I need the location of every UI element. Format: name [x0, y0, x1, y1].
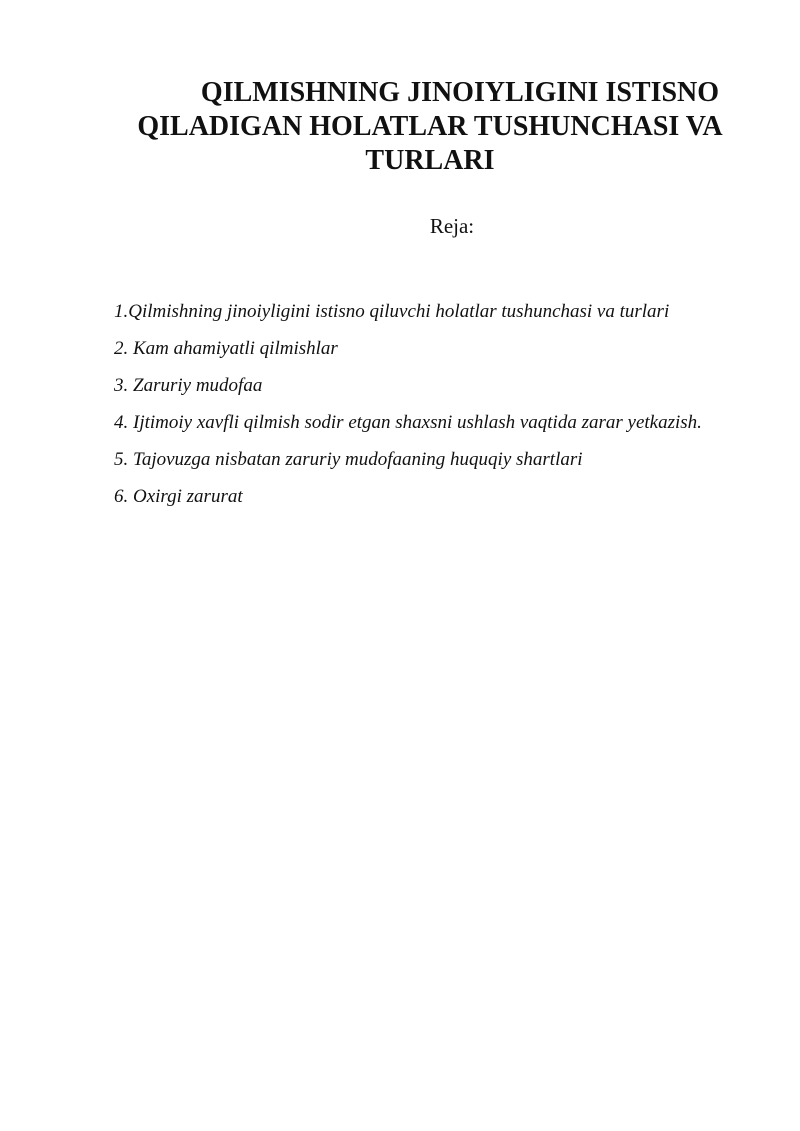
title-line-3: TURLARI [365, 145, 495, 176]
title-line-2: QILADIGAN HOLATLAR TUSHUNCHASI VA [137, 111, 723, 142]
title-line-1: QILMISHNING JINOIYLIGINI ISTISNO [200, 77, 720, 108]
plan-item-5: 5. Tajovuzga nisbatan zaruriy mudofaaning huquqiy shartlari [114, 449, 583, 470]
plan-heading: Reja: [429, 214, 475, 238]
plan-item-4: 4. Ijtimoiy xavfli qilmish sodir etgan shaxsni ushlash vaqtida zarar yetkazish. [114, 412, 702, 433]
plan-item-3: 3. Zaruriy mudofaa [114, 375, 263, 396]
document-title [112, 76, 748, 178]
plan-list [114, 293, 742, 515]
plan-item-1: 1.Qilmishning jinoiyligini istisno qiluvchi holatlar tushunchasi va turlari [114, 301, 670, 322]
plan-item-2: 2. Kam ahamiyatli qilmishlar [114, 338, 338, 359]
plan-item-6: 6. Oxirgi zarurat [114, 486, 243, 507]
